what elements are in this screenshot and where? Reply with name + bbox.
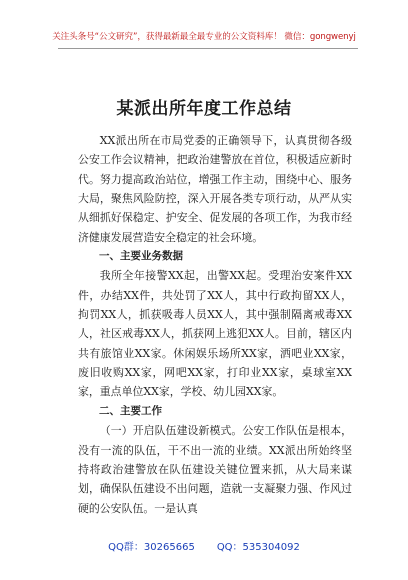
footer-qq: QQ：535304092 xyxy=(216,542,300,553)
section-heading-main-work: 二、主要工作 xyxy=(99,404,162,417)
document-body xyxy=(78,131,352,518)
header-divider xyxy=(58,48,358,49)
document-title: 某派出所年度工作总结 xyxy=(116,99,292,119)
section-heading-business-data: 一、主要业务数据 xyxy=(99,250,183,263)
main-work-paragraph: （一）开启队伍建设新模式。公安工作队伍是根本，没有一流的队伍，干不出一流的业绩。XX派出所始终坚持将政治建警放在队伍建设关键位置来抓，从大局来谋划，确保队伍建设不出问题，造就一支凝聚力强、作风过硬的公安队伍。一是认真 xyxy=(78,424,352,515)
footer-qq-group: QQ群：30265665 xyxy=(108,542,195,553)
header-banner: 关注头条号“公文研究”，获得最新最全最专业的公文资料库！ 微信：gongwenyj xyxy=(52,32,356,42)
intro-paragraph: XX派出所在市局党委的正确领导下，认真贯彻各级公安工作会议精神，把政治建警放在首位，积极适应新时代。努力提高政治站位，增强工作主动，围绕中心、服务大局，聚焦风险防控，深入开展各类专项行动，从严从实从细抓好保稳定、护安全、促发展的各项工作，为我市经济健康发展营造安全稳定的社会环境。 xyxy=(78,134,352,244)
business-data-paragraph: 我所全年接警XX起，出警XX起。受理治安案件XX件，办结XX件，共处罚了XX人，其中行政拘留XX人，拘罚XX人，抓获吸毒人员XX人，其中强制隔离戒毒XX人，社区戒毒XX人，抓获网上逃犯XX人。目前，辖区内共有旅馆业XX家。休闲娱乐场所XX家，洒吧业XX家，废旧收购XX家，网吧XX家，打印业XX家，桌球室XX家，重点单位XX家，学校、幼儿园XX家。 xyxy=(78,269,352,399)
footer-contact xyxy=(0,538,408,553)
